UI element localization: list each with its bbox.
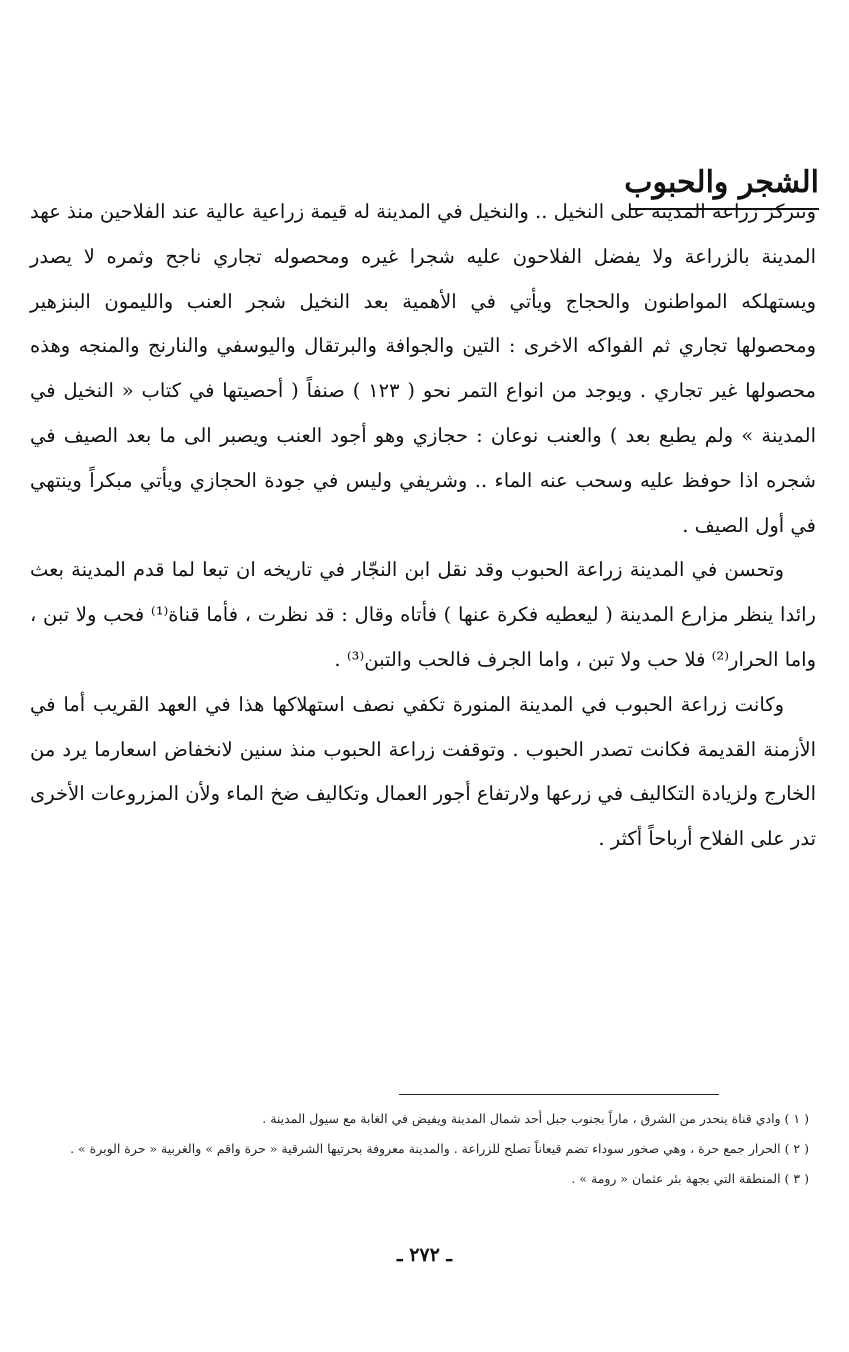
paragraph-trees: وتتركز زراعة المدينة على النخيل .. والنخيل في المدينة له قيمة زراعية عالية عند الفلاحين منذ عهد المدينة بالزراعة ولا يفضل الفلاحون عليه شجرا غيره ومحصوله تجاري ناجح وثمره لا يصدر ويستهلكه المواطنون والحجاج ويأتي في الأهمية بعد النخيل شجر العنب والليمون البنزهير ومحصولها تجاري ثم الفواكه الاخرى : التين والجوافة والبرتقال واليوسفي والنارنج والمنجه وهذه محصولها غير تجاري . ويوجد من انواع التمر نحو ( ١٢٣ ) صنفاً ( أحصيتها في كتاب « النخيل في المدينة » ولم يطبع بعد ) والعنب نوعان : حجازي وهو أجود العنب ويصبر الى ما بعد الصيف في شجره اذا حوفظ عليه وسحب عنه الماء .. وشريفي وليس في جودة الحجازي ويأتي مبكراً وينتهي في أول الصيف .	[30, 200, 816, 537]
footnote-2: ( ٢ ) الحرار جمع حرة ، وهي صخور سوداء تضم قيعاناً تصلح للزراعة . والمدينة معروفة بحرتيها الشرقية « حرة واقم » والغربية « حرة الوبرة » .	[70, 1141, 809, 1156]
footnote-divider	[399, 1094, 719, 1095]
body-text	[30, 190, 816, 862]
page-number: ـ ٢٧٢ ـ	[397, 1244, 452, 1266]
footnotes	[34, 1104, 809, 1194]
paragraph-grains-decline: وكانت زراعة الحبوب في المدينة المنورة تكفي نصف استهلاكها هذا في العهد القريب أما في الأزمنة القديمة فكانت تصدر الحبوب . وتوقفت زراعة الحبوب منذ سنين لانخفاض اسعارما يرد من الخارج ولزيادة التكاليف في زرعها ولارتفاع أجور العمال وتكاليف ضخ الماء ولأن المزروعات الأخرى تدر على الفلاح أرباحاً أكثر .	[30, 692, 816, 851]
footnote-3: ( ٣ ) المنطقة التي بجهة بئر عثمان « رومة » .	[571, 1171, 809, 1186]
section-heading: الشجر والحبوب	[629, 160, 819, 210]
footnote-1: ( ١ ) وادي قناة ينحدر من الشرق ، ماراً بجنوب جبل أحد شمال المدينة ويفيض في الغابة مع سيول المدينة .	[262, 1111, 809, 1126]
paragraph-grains-history: وتحسن في المدينة زراعة الحبوب وقد نقل ابن النجّار في تاريخه ان تبعا لما قدم المدينة بعث رائدا ينظر مزارع المدينة ( ليعطيه فكرة عنها ) فأتاه وقال : قد نظرت ، فأما قناة⁽¹⁾ فحب ولا تبن ، واما الحرار⁽²⁾ فلا حب ولا تبن ، واما الجرف فالحب والتبن⁽³⁾ .	[30, 558, 816, 671]
